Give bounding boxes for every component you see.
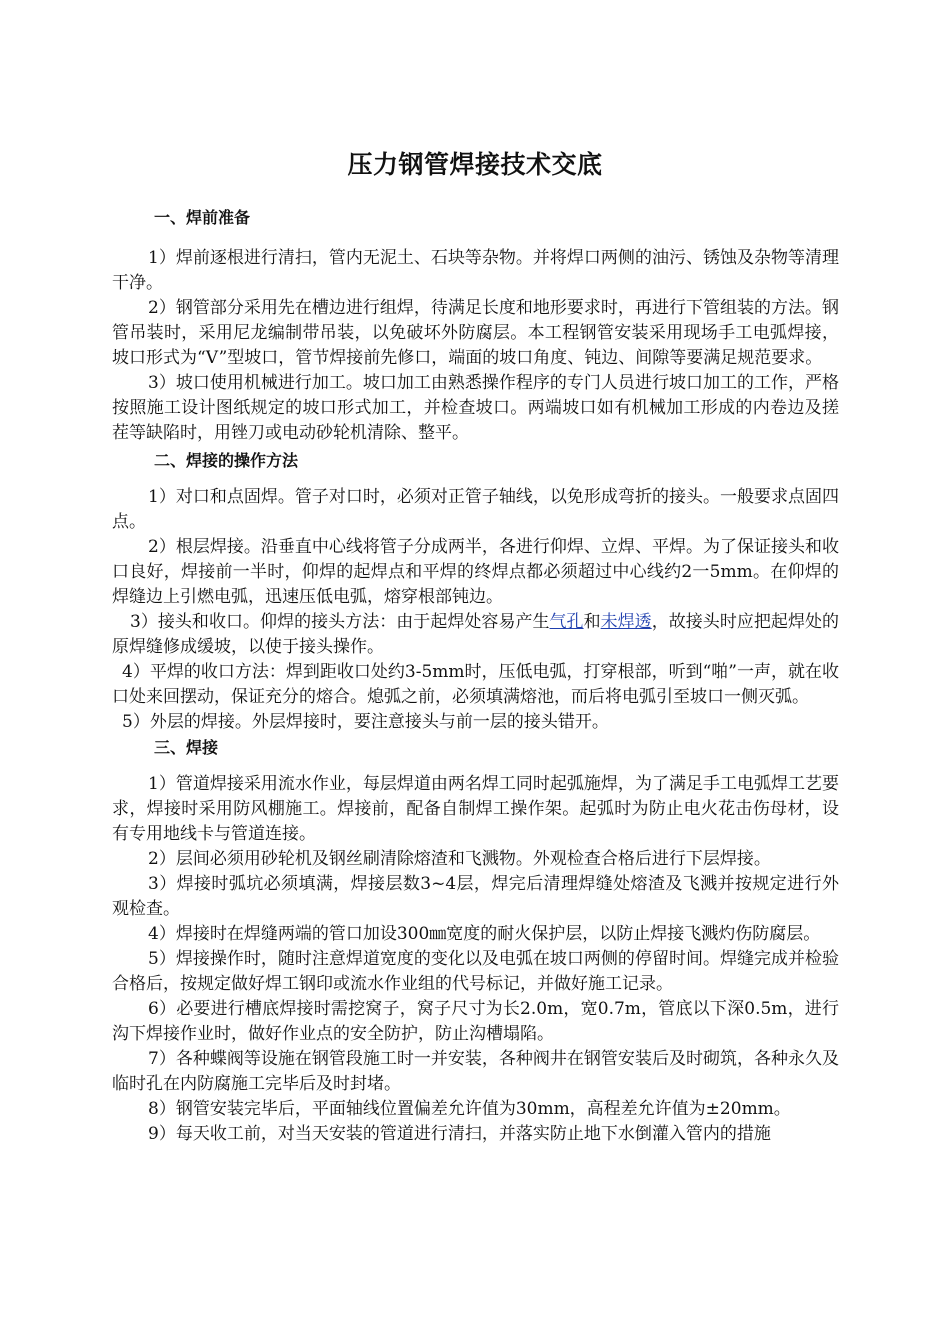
paragraph: 1）对口和点固焊。管子对口时，必须对正管子轴线，以免形成弯折的接头。一般要求点固四点。 — [112, 487, 839, 532]
link-incomplete-penetration[interactable]: 未焊透 — [600, 612, 652, 632]
paragraph: 8）钢管安装完毕后，平面轴线位置偏差允许值为30mm，高程差允许值为±20mm。 — [148, 1099, 791, 1119]
paragraph: 2）层间必须用砂轮机及钢丝刷清除熔渣和飞溅物。外观检查合格后进行下层焊接。 — [148, 849, 771, 869]
document-title: 压力钢管焊接技术交底 — [347, 150, 603, 179]
paragraph: 1）焊前逐根进行清扫，管内无泥土、石块等杂物。并将焊口两侧的油污、锈蚀及杂物等清理干净。 — [112, 248, 839, 293]
paragraph: 2）根层焊接。沿垂直中心线将管子分成两半，各进行仰焊、立焊、平焊。为了保证接头和收口良好，焊接前一半时，仰焊的起焊点和平焊的终焊点都必须超过中心线约2一5mm。在仰焊的焊缝边上引燃电弧，迅速压低电弧，熔穿根部钝边。 — [112, 537, 839, 607]
section-heading-preparation: 一、焊前准备 — [154, 208, 251, 227]
paragraph: 3）坡口使用机械进行加工。坡口加工由熟悉操作程序的专门人员进行坡口加工的工作，严格按照施工设计图纸规定的坡口形式加工，并检查坡口。两端坡口如有机械加工形成的内卷边及搓茬等缺陷时，用锉刀或电动砂轮机清除、整平。 — [112, 373, 839, 443]
paragraph-text: ，故接头时应把起焊处的原焊缝修成缓坡，以使于接头操作。 — [112, 612, 840, 657]
paragraph-text: 和 — [583, 612, 601, 632]
paragraph: 4）平焊的收口方法：焊到距收口处约3-5mm时，压低电弧，打穿根部，听到“啪”一声，就在收口处来回摆动，保证充分的熔合。熄弧之前，必须填满熔池，而后将电弧引至坡口一侧灭弧。 — [112, 662, 839, 707]
paragraph: 6）必要进行槽底焊接时需挖窝子，窝子尺寸为长2.0m，宽0.7m，管底以下深0.5m，进行沟下焊接作业时，做好作业点的安全防护，防止沟槽塌陷。 — [112, 999, 839, 1044]
paragraph: 7）各种蝶阀等设施在钢管段施工时一并安装，各种阀井在钢管安装后及时砌筑，各种永久及临时孔在内防腐施工完毕后及时封堵。 — [112, 1049, 839, 1094]
paragraph: 2）钢管部分采用先在槽边进行组焊，待满足长度和地形要求时，再进行下管组装的方法。钢管吊装时，采用尼龙编制带吊装，以免破坏外防腐层。本工程钢管安装采用现场手工电弧焊接，坡口形式为“V”型坡口，管节焊接前先修口，端面的坡口角度、钝边、间隙等要满足规范要求。 — [112, 298, 839, 368]
paragraph — [112, 610, 839, 660]
paragraph: 5）外层的焊接。外层焊接时，要注意接头与前一层的接头错开。 — [122, 712, 609, 732]
paragraph: 4）焊接时在焊缝两端的管口加设300㎜宽度的耐火保护层，以防止焊接飞溅灼伤防腐层。 — [148, 924, 821, 944]
paragraph-text: 3）接头和收口。仰焊的接头方法：由于起焊处容易产生 — [130, 612, 550, 632]
section-heading-welding: 三、焊接 — [154, 738, 219, 757]
link-porosity[interactable]: 气孔 — [549, 612, 584, 632]
section-heading-operation-method: 二、焊接的操作方法 — [154, 451, 299, 470]
paragraph: 9）每天收工前，对当天安装的管道进行清扫，并落实防止地下水倒灌入管内的措施 — [148, 1124, 771, 1144]
paragraph: 5）焊接操作时，随时注意焊道宽度的变化以及电弧在坡口两侧的停留时间。焊缝完成并检验合格后，按规定做好焊工钢印或流水作业组的代号标记，并做好施工记录。 — [112, 949, 839, 994]
paragraph: 1）管道焊接采用流水作业，每层焊道由两名焊工同时起弧施焊，为了满足手工电弧焊工艺要求，焊接时采用防风棚施工。焊接前，配备自制焊工操作架。起弧时为防止电火花击伤母材，设有专用地线卡与管道连接。 — [112, 774, 839, 844]
paragraph: 3）焊接时弧坑必须填满，焊接层数3~4层，焊完后清理焊缝处熔渣及飞溅并按规定进行外观检查。 — [112, 874, 839, 919]
document-body — [112, 205, 839, 1147]
